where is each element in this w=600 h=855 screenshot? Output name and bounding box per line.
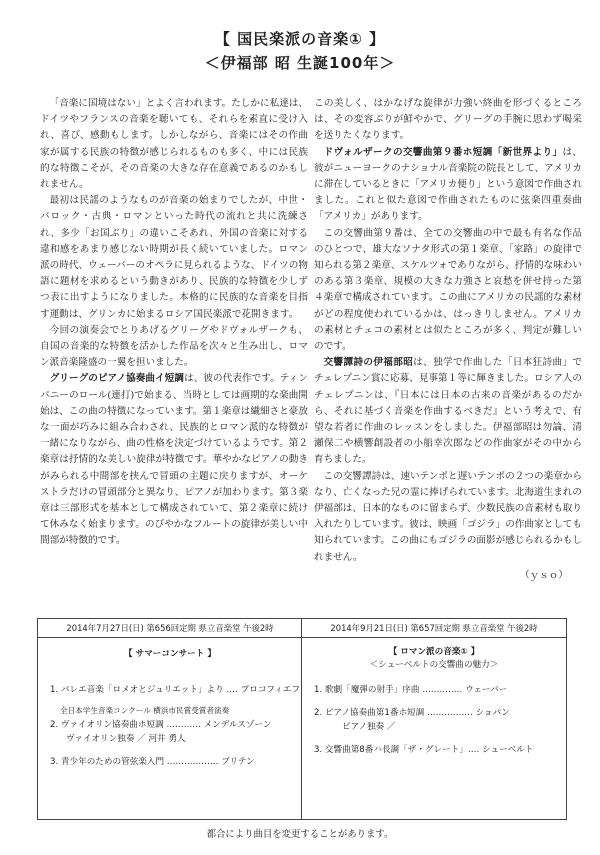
program-item: 1. 歌劇「魔弾の射手」序曲 ‥‥‥‥‥‥‥ ウェーバー — [314, 685, 508, 695]
paragraph: 今回の演奏会でとりあげるグリーグやドヴォルザークも、自国の音楽的な特徴を活かした作品を次々と生み出し、ロマン派音楽隆盛の一翼を担いました。 — [40, 324, 308, 369]
grieg-text: は、彼の代表作です。ティンパニーのロール(連打)で始まる、当時としては画期的な楽曲開始は、この曲の特徴になっています。第１楽章は繊細さと豪放な一面が巧みに組み合わされ、民族的とロマン派的な特徴が一緒になりながら、曲の性格を決定づけているようです。第２楽章は抒情的な美しい旋律が特徴です。華やかなピアノの動きがみられる中間部を挟んで冒頭の主題に戻りますが、オーケストラだけの冒頭部分と異なり、ピアノが加わります。第３楽章は三部形式を基本として構成されていて、第２楽章に続けて休みなく始まります。のびやかなフルートの旋律が美しい中間部が特徴的です。 — [40, 373, 309, 547]
concert-656-header: 2014年7月27日(日) 第656回定期 県立音楽堂 午後2時 — [38, 619, 302, 638]
article-right-column — [314, 96, 582, 584]
paragraph: 「音楽に国境はない」とよく言われます。たしかに私達は、ドイツやフランスの音楽を聴いても、それらを素直に受け入れ、喜び、感動もします。しかしながら、音楽にはその作曲家が属する民族の特徴が感じられるものも多く、中には民族的な特徴こそが、その音楽の大きな存在意義であるのかもしれません。 — [40, 98, 308, 191]
program-item: 2. ピアノ協奏曲第1番ホ短調 ‥‥‥‥‥‥‥‥ ショパン — [314, 708, 510, 718]
paragraph-grieg — [40, 371, 308, 549]
grieg-heading: グリーグのピアノ協奏曲イ短調 — [49, 373, 185, 385]
paragraph-dvorak — [314, 145, 582, 226]
article-left-column — [40, 96, 308, 550]
program-note: 全日本学生音楽コンクール 横浜市民賞受賞者演奏 — [60, 706, 230, 715]
paragraph: この交響曲第９番は、全ての交響曲の中で最も有名な作品のひとつで、雄大なソナタ形式の第１楽章、「家路」の旋律で知られる第２楽章、スケルツォでありながら、抒情的な味わいのある第３楽章、規模の大きな力強さと哀愁を併せ持った第４楽章で構成されています。この曲にアメリカの民謡的な素材がどの程度使われているかは、はっきりしません。アメリカの素材とチェコの素材とは似たところが多く、判定が難しいのです。 — [314, 227, 582, 353]
concert-656-title: 【 サマーコンサート 】 — [124, 649, 216, 659]
paragraph: この交響譚詩は、速いテンポと遅いテンポの２つの楽章からなり、亡くなった兄の霊に捧げられています。北海道生まれの伊福部は、日本的なものに留まらず、少数民族の音素材も取り入れたりしています。彼は、映画「ゴジラ」の作曲家としても知られています。この曲にもゴジラの面影が感じられるかもしれません。 — [314, 470, 582, 563]
program-soloist: ヴァイオリン独奏 ／ 河井 勇人 — [66, 734, 186, 744]
paragraph-ifukube — [314, 355, 582, 468]
dvorak-text: は、彼がニューヨークのナショナル音楽院の院長として、アメリカに滞在しているときに「アメリカ便り」という意図で作曲されました。これと似た意図で作曲されたものに弦楽四重奏曲「アメリカ」があります。 — [314, 146, 582, 223]
ifukube-text: は、独学で作曲した「日本狂詩曲」でチェレプニン賞に応募、見事第１等に輝きました。ロシア人のチェレプニンは、『日本には日本の古来の音楽があるのだから、それに基づく音楽を作曲するべきだ』という考えで、有望な若者に作曲のレッスンをしました。伊福部昭は勿論、清瀬保二や横響創設者の小船幸次郎などの作曲家がその中から育ちました。 — [314, 357, 583, 466]
paragraph: 最初は民謡のようなものが音楽の始まりでしたが、中世・バロック・古典・ロマンといった時代の流れと共に洗練され、多少「お国ぶり」の違いこそあれ、外国の音楽に対する違和感をあまり感じない時期が長く続いていました。ロマン派の時代、ウェーバーのオペラに見られるような、ドイツの物語に題材を求めるという動きがあり、民族的な特徴を少しずつ表に出すようになりました。本格的に民族的な音楽を目指す運動は、グリンカに始まるロシア国民楽派で花開きます。 — [40, 195, 308, 320]
concert-657-header: 2014年9月21日(日) 第657回定期 県立音楽堂 午後2時 — [302, 619, 566, 638]
program-soloist: ピアノ独奏 ／ — [342, 722, 396, 732]
ifukube-heading: 交響譚詩の伊福部昭 — [323, 357, 414, 369]
page-title: 【 国民楽派の音楽① 】 — [214, 30, 386, 48]
dvorak-heading: ドヴォルザークの交響曲第９番ホ短調「新世界より」 — [323, 146, 563, 158]
paragraph: この美しく、はかなげな旋律が力強い終曲を形づくるところは、その変容ぶりが鮮やかで、グリーグの手腕に思わず喝采を送りたくなります。 — [314, 98, 582, 142]
page-subtitle: ＜伊福部 昭 生誕100年＞ — [204, 54, 396, 72]
program-item: 1. バレエ音楽「ロメオとジュリエット」より ‥‥ プロコフィエフ — [50, 685, 301, 695]
concert-schedule-box — [37, 618, 567, 820]
signature: （ｙｓｏ） — [520, 569, 568, 581]
footer-note: 都合により曲目を変更することがあります。 — [206, 829, 394, 840]
program-item: 2. ヴァイオリン協奏曲ホ短調 ‥‥‥‥‥‥ メンデルスゾーン — [50, 720, 272, 730]
program-item: 3. 交響曲第8番ハ長調「ザ・グレート」‥‥ シューベルト — [314, 745, 534, 755]
concert-657-subtitle: ＜シューベルトの交響曲の魅力＞ — [369, 660, 499, 670]
concert-657-title: 【 ロマン派の音楽① 】 — [388, 647, 480, 657]
program-item: 3. 青少年のための管弦楽入門 ‥‥‥‥‥‥‥‥‥ ブリテン — [50, 757, 255, 767]
